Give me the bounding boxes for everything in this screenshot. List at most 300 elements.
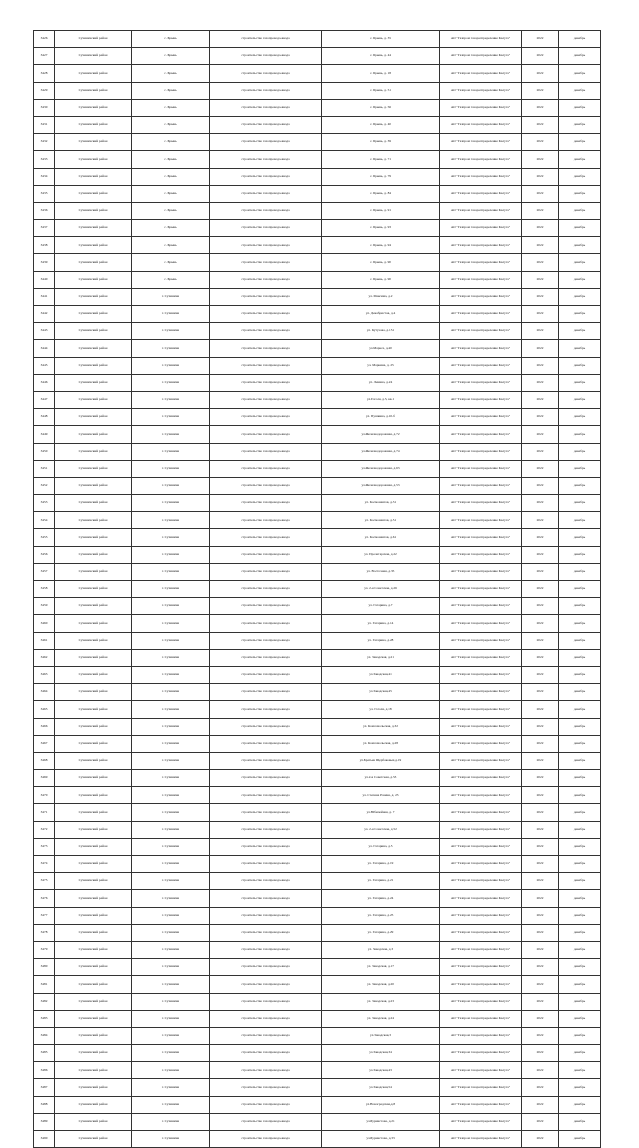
month-cell: декабрь <box>559 391 601 408</box>
month-cell: декабрь <box>559 271 601 288</box>
work-type-cell: строительство газопровода-ввода <box>210 598 322 615</box>
organization-cell: АО "Газпром газораспределение Калуга" <box>440 134 522 151</box>
month-cell: декабрь <box>559 856 601 873</box>
district-cell: Сухиничский район <box>55 959 132 976</box>
row-number-cell: 3449 <box>34 426 55 443</box>
table-row <box>34 615 601 632</box>
year-cell: 2022 <box>522 1027 559 1044</box>
table-row <box>34 495 601 512</box>
address-cell: с. Брынь, д. 39 <box>322 134 440 151</box>
address-cell: ул.Заводская,45 <box>322 684 440 701</box>
table-row <box>34 907 601 924</box>
table-row <box>34 237 601 254</box>
table-body <box>34 31 601 1148</box>
table-row <box>34 409 601 426</box>
organization-cell: АО "Газпром газораспределение Калуга" <box>440 443 522 460</box>
month-cell: декабрь <box>559 185 601 202</box>
address-cell: ул.Маркса, д.40 <box>322 340 440 357</box>
row-number-cell: 3443 <box>34 323 55 340</box>
district-cell: Сухиничский район <box>55 701 132 718</box>
row-number-cell: 3435 <box>34 185 55 202</box>
year-cell: 2022 <box>522 82 559 99</box>
work-type-cell: строительство газопровода-ввода <box>210 821 322 838</box>
district-cell: Сухиничский район <box>55 735 132 752</box>
row-number-cell: 3490 <box>34 1131 55 1148</box>
locality-cell: г. Сухиничи <box>132 976 210 993</box>
month-cell: декабрь <box>559 1062 601 1079</box>
locality-cell: г. Сухиничи <box>132 1079 210 1096</box>
row-number-cell: 3477 <box>34 907 55 924</box>
year-cell: 2022 <box>522 134 559 151</box>
address-cell: ул.Заводская,3 <box>322 1027 440 1044</box>
month-cell: декабрь <box>559 82 601 99</box>
month-cell: декабрь <box>559 581 601 598</box>
row-number-cell: 3427 <box>34 48 55 65</box>
organization-cell: АО "Газпром газораспределение Калуга" <box>440 632 522 649</box>
month-cell: декабрь <box>559 666 601 683</box>
row-number-cell: 3461 <box>34 632 55 649</box>
year-cell: 2022 <box>522 976 559 993</box>
year-cell: 2022 <box>522 873 559 890</box>
work-type-cell: строительство газопровода-ввода <box>210 1079 322 1096</box>
locality-cell: г. Сухиничи <box>132 1131 210 1148</box>
locality-cell: с. Брынь <box>132 99 210 116</box>
row-number-cell: 3465 <box>34 701 55 718</box>
row-number-cell: 3453 <box>34 495 55 512</box>
row-number-cell: 3459 <box>34 598 55 615</box>
month-cell: декабрь <box>559 409 601 426</box>
table-row <box>34 546 601 563</box>
district-cell: Сухиничский район <box>55 993 132 1010</box>
locality-cell: г. Сухиничи <box>132 1010 210 1027</box>
locality-cell: г. Сухиничи <box>132 821 210 838</box>
address-cell: ул. Комсомольская, д.28 <box>322 735 440 752</box>
locality-cell: г. Сухиничи <box>132 512 210 529</box>
year-cell: 2022 <box>522 477 559 494</box>
month-cell: декабрь <box>559 959 601 976</box>
work-type-cell: строительство газопровода-ввода <box>210 873 322 890</box>
address-cell: ул. Заводская, д.3 <box>322 941 440 958</box>
row-number-cell: 3440 <box>34 271 55 288</box>
year-cell: 2022 <box>522 31 559 48</box>
locality-cell: г. Сухиничи <box>132 288 210 305</box>
organization-cell: АО "Газпром газораспределение Калуга" <box>440 821 522 838</box>
district-cell: Сухиничский район <box>55 495 132 512</box>
row-number-cell: 3485 <box>34 1045 55 1062</box>
year-cell: 2022 <box>522 185 559 202</box>
organization-cell: АО "Газпром газораспределение Калуга" <box>440 1079 522 1096</box>
organization-cell: АО "Газпром газораспределение Калуга" <box>440 1045 522 1062</box>
month-cell: декабрь <box>559 701 601 718</box>
month-cell: декабрь <box>559 357 601 374</box>
row-number-cell: 3486 <box>34 1062 55 1079</box>
row-number-cell: 3447 <box>34 391 55 408</box>
district-cell: Сухиничский район <box>55 1079 132 1096</box>
district-cell: Сухиничский район <box>55 838 132 855</box>
organization-cell: АО "Газпром газораспределение Калуга" <box>440 598 522 615</box>
table-row <box>34 598 601 615</box>
year-cell: 2022 <box>522 1131 559 1148</box>
address-cell: с. Брынь, д. 90 <box>322 271 440 288</box>
year-cell: 2022 <box>522 1113 559 1130</box>
district-cell: Сухиничский район <box>55 357 132 374</box>
work-type-cell: строительство газопровода-ввода <box>210 1113 322 1130</box>
work-type-cell: строительство газопровода-ввода <box>210 718 322 735</box>
district-cell: Сухиничский район <box>55 271 132 288</box>
row-number-cell: 3487 <box>34 1079 55 1096</box>
row-number-cell: 3488 <box>34 1096 55 1113</box>
year-cell: 2022 <box>522 821 559 838</box>
locality-cell: г. Сухиничи <box>132 615 210 632</box>
address-cell: ул. Гагарина, д.21 <box>322 873 440 890</box>
work-type-cell: строительство газопровода-ввода <box>210 856 322 873</box>
organization-cell: АО "Газпром газораспределение Калуга" <box>440 82 522 99</box>
locality-cell: г. Сухиничи <box>132 735 210 752</box>
work-type-cell: строительство газопровода-ввода <box>210 31 322 48</box>
address-cell: ул. Комсомольская, д.32 <box>322 718 440 735</box>
year-cell: 2022 <box>522 598 559 615</box>
address-cell: ул. Маркина, д. 25 <box>322 357 440 374</box>
organization-cell: АО "Газпром газораспределение Калуга" <box>440 323 522 340</box>
district-cell: Сухиничский район <box>55 563 132 580</box>
address-cell: ул.Юбилейная, д. 7 <box>322 804 440 821</box>
locality-cell: с. Брынь <box>132 151 210 168</box>
month-cell: декабрь <box>559 202 601 219</box>
year-cell: 2022 <box>522 838 559 855</box>
locality-cell: г. Сухиничи <box>132 460 210 477</box>
address-cell: ул. Восточная, д.35 <box>322 563 440 580</box>
month-cell: декабрь <box>559 65 601 82</box>
locality-cell: г. Сухиничи <box>132 598 210 615</box>
row-number-cell: 3428 <box>34 65 55 82</box>
year-cell: 2022 <box>522 374 559 391</box>
organization-cell: АО "Газпром газораспределение Калуга" <box>440 357 522 374</box>
work-type-cell: строительство газопровода-ввода <box>210 1096 322 1113</box>
month-cell: декабрь <box>559 374 601 391</box>
locality-cell: г. Сухиничи <box>132 873 210 890</box>
organization-cell: АО "Газпром газораспределение Калуга" <box>440 409 522 426</box>
organization-cell: АО "Газпром газораспределение Калуга" <box>440 1131 522 1148</box>
month-cell: декабрь <box>559 838 601 855</box>
row-number-cell: 3476 <box>34 890 55 907</box>
table-row <box>34 99 601 116</box>
table-row <box>34 787 601 804</box>
address-cell: ул. Гагарина, д.19 <box>322 856 440 873</box>
table-row <box>34 529 601 546</box>
locality-cell: г. Сухиничи <box>132 770 210 787</box>
row-number-cell: 3451 <box>34 460 55 477</box>
district-cell: Сухиничский район <box>55 615 132 632</box>
table-row <box>34 666 601 683</box>
year-cell: 2022 <box>522 752 559 769</box>
work-type-cell: строительство газопровода-ввода <box>210 288 322 305</box>
district-cell: Сухиничский район <box>55 924 132 941</box>
district-cell: Сухиничский район <box>55 48 132 65</box>
month-cell: декабрь <box>559 1010 601 1027</box>
year-cell: 2022 <box>522 99 559 116</box>
month-cell: декабрь <box>559 804 601 821</box>
address-cell: ул.Гоголя, д.5, кв.1 <box>322 391 440 408</box>
work-type-cell: строительство газопровода-ввода <box>210 460 322 477</box>
year-cell: 2022 <box>522 1010 559 1027</box>
locality-cell: с. Брынь <box>132 168 210 185</box>
work-type-cell: строительство газопровода-ввода <box>210 959 322 976</box>
address-cell: ул. Гагарина, д.7 <box>322 598 440 615</box>
table-row <box>34 684 601 701</box>
year-cell: 2022 <box>522 546 559 563</box>
organization-cell: АО "Газпром газораспределение Калуга" <box>440 426 522 443</box>
locality-cell: с. Брынь <box>132 82 210 99</box>
district-cell: Сухиничский район <box>55 288 132 305</box>
organization-cell: АО "Газпром газораспределение Калуга" <box>440 99 522 116</box>
work-type-cell: строительство газопровода-ввода <box>210 1131 322 1148</box>
address-cell: с. Брынь, д. 35 <box>322 31 440 48</box>
address-cell: ул. Кутузова, д.151 <box>322 323 440 340</box>
locality-cell: г. Сухиничи <box>132 941 210 958</box>
table-row <box>34 220 601 237</box>
month-cell: декабрь <box>559 529 601 546</box>
district-cell: Сухиничский район <box>55 426 132 443</box>
month-cell: декабрь <box>559 632 601 649</box>
organization-cell: АО "Газпром газораспределение Калуга" <box>440 873 522 890</box>
work-type-cell: строительство газопровода-ввода <box>210 495 322 512</box>
district-cell: Сухиничский район <box>55 632 132 649</box>
organization-cell: АО "Газпром газораспределение Калуга" <box>440 581 522 598</box>
work-type-cell: строительство газопровода-ввода <box>210 391 322 408</box>
table-row <box>34 924 601 941</box>
address-cell: ул. Гагарина, д.5 <box>322 838 440 855</box>
row-number-cell: 3429 <box>34 82 55 99</box>
work-type-cell: строительство газопровода-ввода <box>210 770 322 787</box>
work-type-cell: строительство газопровода-ввода <box>210 323 322 340</box>
locality-cell: г. Сухиничи <box>132 666 210 683</box>
row-number-cell: 3432 <box>34 134 55 151</box>
month-cell: декабрь <box>559 426 601 443</box>
table-row <box>34 649 601 666</box>
district-cell: Сухиничский район <box>55 907 132 924</box>
organization-cell: АО "Газпром газораспределение Калуга" <box>440 254 522 271</box>
table-row <box>34 873 601 890</box>
year-cell: 2022 <box>522 443 559 460</box>
organization-cell: АО "Газпром газораспределение Калуга" <box>440 1010 522 1027</box>
row-number-cell: 3450 <box>34 443 55 460</box>
locality-cell: г. Сухиничи <box>132 856 210 873</box>
row-number-cell: 3445 <box>34 357 55 374</box>
year-cell: 2022 <box>522 168 559 185</box>
locality-cell: г. Сухиничи <box>132 684 210 701</box>
work-type-cell: строительство газопровода-ввода <box>210 804 322 821</box>
address-cell: ул. Ленина, д.24 <box>322 374 440 391</box>
table-row <box>34 890 601 907</box>
address-cell: ул. Заводская, д.20 <box>322 976 440 993</box>
year-cell: 2022 <box>522 529 559 546</box>
district-cell: Сухиничский район <box>55 443 132 460</box>
month-cell: декабрь <box>559 735 601 752</box>
address-cell: ул.Железнодорожная, д.63 <box>322 460 440 477</box>
row-number-cell: 3436 <box>34 202 55 219</box>
locality-cell: с. Брынь <box>132 116 210 133</box>
work-type-cell: строительство газопровода-ввода <box>210 907 322 924</box>
row-number-cell: 3433 <box>34 151 55 168</box>
organization-cell: АО "Газпром газораспределение Калуга" <box>440 65 522 82</box>
month-cell: декабрь <box>559 563 601 580</box>
district-cell: Сухиничский район <box>55 941 132 958</box>
address-cell: ул. Гагарина, д.25 <box>322 907 440 924</box>
year-cell: 2022 <box>522 495 559 512</box>
address-cell: ул.Бурнистова, д.33 <box>322 1131 440 1148</box>
organization-cell: АО "Газпром газораспределение Калуга" <box>440 907 522 924</box>
address-cell: ул. Заводская, д.23 <box>322 993 440 1010</box>
organization-cell: АО "Газпром газораспределение Калуга" <box>440 48 522 65</box>
organization-cell: АО "Газпром газораспределение Калуга" <box>440 838 522 855</box>
district-cell: Сухиничский район <box>55 1096 132 1113</box>
locality-cell: г. Сухиничи <box>132 495 210 512</box>
locality-cell: г. Сухиничи <box>132 907 210 924</box>
locality-cell: г. Сухиничи <box>132 649 210 666</box>
row-number-cell: 3444 <box>34 340 55 357</box>
work-type-cell: строительство газопровода-ввода <box>210 615 322 632</box>
organization-cell: АО "Газпром газораспределение Калуга" <box>440 941 522 958</box>
address-cell: с. Брынь, д. 94 <box>322 237 440 254</box>
district-cell: Сухиничский район <box>55 873 132 890</box>
locality-cell: г. Сухиничи <box>132 1096 210 1113</box>
district-cell: Сухиничский район <box>55 1062 132 1079</box>
address-cell: ул. Космонавтов, д.31 <box>322 495 440 512</box>
work-type-cell: строительство газопровода-ввода <box>210 563 322 580</box>
table-row <box>34 752 601 769</box>
work-type-cell: строительство газопровода-ввода <box>210 529 322 546</box>
work-type-cell: строительство газопровода-ввода <box>210 134 322 151</box>
month-cell: декабрь <box>559 993 601 1010</box>
year-cell: 2022 <box>522 649 559 666</box>
table-row <box>34 1131 601 1148</box>
address-cell: ул. Космонавтов, д.51 <box>322 512 440 529</box>
organization-cell: АО "Газпром газораспределение Калуга" <box>440 718 522 735</box>
table-row <box>34 632 601 649</box>
year-cell: 2022 <box>522 735 559 752</box>
locality-cell: г. Сухиничи <box>132 1113 210 1130</box>
address-cell: ул. Заводская, д.17 <box>322 959 440 976</box>
table-row <box>34 151 601 168</box>
table-row <box>34 1113 601 1130</box>
locality-cell: г. Сухиничи <box>132 924 210 941</box>
organization-cell: АО "Газпром газораспределение Калуга" <box>440 546 522 563</box>
month-cell: декабрь <box>559 1131 601 1148</box>
locality-cell: г. Сухиничи <box>132 1027 210 1044</box>
table-row <box>34 735 601 752</box>
work-type-cell: строительство газопровода-ввода <box>210 890 322 907</box>
address-cell: с. Брынь, д. 79 <box>322 168 440 185</box>
address-cell: с. Брынь, д. 84 <box>322 185 440 202</box>
month-cell: декабрь <box>559 649 601 666</box>
work-type-cell: строительство газопровода-ввода <box>210 787 322 804</box>
address-cell: ул. Заводская, д.24 <box>322 1010 440 1027</box>
address-cell: ул.Новоградская,д.8 <box>322 1096 440 1113</box>
work-type-cell: строительство газопровода-ввода <box>210 185 322 202</box>
address-cell: ул. Гагарина, д.14 <box>322 615 440 632</box>
table-row <box>34 168 601 185</box>
address-cell: ул. Степана Разина, д. 23 <box>322 787 440 804</box>
month-cell: декабрь <box>559 1045 601 1062</box>
district-cell: Сухиничский район <box>55 770 132 787</box>
district-cell: Сухиничский район <box>55 752 132 769</box>
month-cell: декабрь <box>559 598 601 615</box>
organization-cell: АО "Газпром газораспределение Калуга" <box>440 1113 522 1130</box>
row-number-cell: 3463 <box>34 666 55 683</box>
work-type-cell: строительство газопровода-ввода <box>210 735 322 752</box>
month-cell: декабрь <box>559 821 601 838</box>
table-row <box>34 718 601 735</box>
month-cell: декабрь <box>559 718 601 735</box>
organization-cell: АО "Газпром газораспределение Калуга" <box>440 220 522 237</box>
table-row <box>34 134 601 151</box>
year-cell: 2022 <box>522 632 559 649</box>
row-number-cell: 3462 <box>34 649 55 666</box>
organization-cell: АО "Газпром газораспределение Калуга" <box>440 237 522 254</box>
address-cell: с. Брынь, д. 18 <box>322 65 440 82</box>
month-cell: декабрь <box>559 254 601 271</box>
year-cell: 2022 <box>522 512 559 529</box>
row-number-cell: 3470 <box>34 787 55 804</box>
year-cell: 2022 <box>522 701 559 718</box>
address-cell: ул. Пролетарская, д.22 <box>322 546 440 563</box>
address-cell: ул.Заводская,34 <box>322 1045 440 1062</box>
row-number-cell: 3460 <box>34 615 55 632</box>
organization-cell: АО "Газпром газораспределение Калуга" <box>440 1062 522 1079</box>
month-cell: декабрь <box>559 512 601 529</box>
table-row <box>34 856 601 873</box>
work-type-cell: строительство газопровода-ввода <box>210 546 322 563</box>
address-cell: с. Брынь, д. 91 <box>322 202 440 219</box>
district-cell: Сухиничский район <box>55 856 132 873</box>
address-cell: ул. 2-я Советская, д.52 <box>322 821 440 838</box>
locality-cell: г. Сухиничи <box>132 838 210 855</box>
district-cell: Сухиничский район <box>55 529 132 546</box>
row-number-cell: 3448 <box>34 409 55 426</box>
table-row <box>34 941 601 958</box>
organization-cell: АО "Газпром газораспределение Калуга" <box>440 116 522 133</box>
locality-cell: г. Сухиничи <box>132 581 210 598</box>
district-cell: Сухиничский район <box>55 99 132 116</box>
address-cell: ул.2-я Советская, д.53 <box>322 770 440 787</box>
row-number-cell: 3442 <box>34 306 55 323</box>
table-row <box>34 477 601 494</box>
month-cell: декабрь <box>559 151 601 168</box>
locality-cell: с. Брынь <box>132 65 210 82</box>
table-row <box>34 254 601 271</box>
work-type-cell: строительство газопровода-ввода <box>210 237 322 254</box>
year-cell: 2022 <box>522 993 559 1010</box>
district-cell: Сухиничский район <box>55 323 132 340</box>
work-type-cell: строительство газопровода-ввода <box>210 976 322 993</box>
month-cell: декабрь <box>559 306 601 323</box>
locality-cell: г. Сухиничи <box>132 752 210 769</box>
district-cell: Сухиничский район <box>55 1113 132 1130</box>
locality-cell: г. Сухиничи <box>132 804 210 821</box>
work-type-cell: строительство газопровода-ввода <box>210 220 322 237</box>
work-type-cell: строительство газопровода-ввода <box>210 1045 322 1062</box>
work-type-cell: строительство газопровода-ввода <box>210 340 322 357</box>
month-cell: декабрь <box>559 1113 601 1130</box>
locality-cell: с. Брынь <box>132 254 210 271</box>
organization-cell: АО "Газпром газораспределение Калуга" <box>440 477 522 494</box>
district-cell: Сухиничский район <box>55 976 132 993</box>
table-row <box>34 31 601 48</box>
table-row <box>34 581 601 598</box>
organization-cell: АО "Газпром газораспределение Калуга" <box>440 151 522 168</box>
district-cell: Сухиничский район <box>55 65 132 82</box>
locality-cell: г. Сухиничи <box>132 890 210 907</box>
